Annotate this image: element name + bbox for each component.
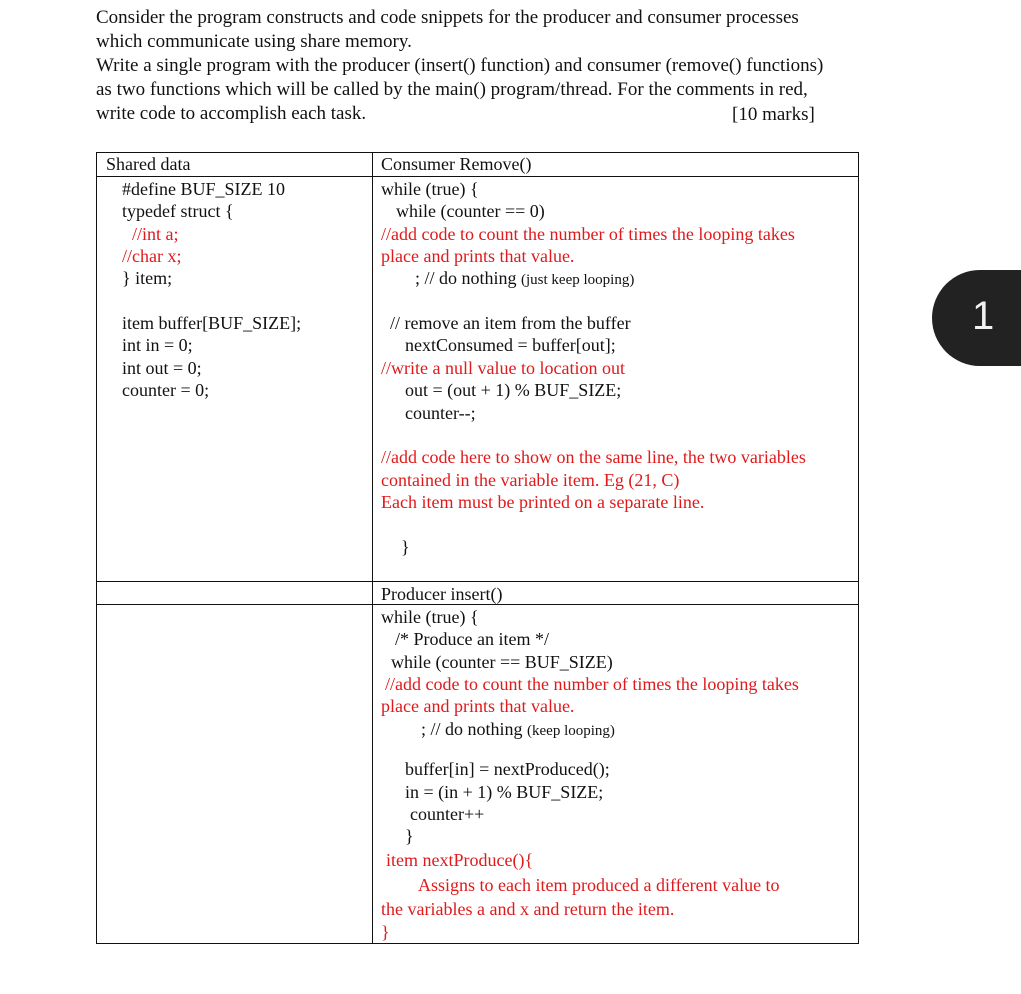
code-line: counter = 0; (122, 380, 210, 400)
code-line: // remove an item from the buffer (390, 313, 631, 333)
marks-label: [10 marks] (732, 104, 815, 125)
column-divider (372, 153, 373, 943)
page-number-badge[interactable] (932, 270, 1021, 366)
red-comment: //add code to count the number of times the looping takes (381, 224, 795, 244)
code-line: buffer[in] = nextProduced(); (405, 759, 610, 779)
red-comment: //write a null value to location out (381, 358, 625, 378)
code-line: while (true) { (381, 607, 479, 627)
red-comment: contained in the variable item. Eg (21, C) (381, 470, 680, 490)
red-comment: Assigns to each item produced a different value to (418, 875, 780, 895)
code-line: #define BUF_SIZE 10 (122, 179, 285, 199)
red-comment: //add code to count the number of times the looping takes (385, 674, 799, 694)
code-text: ; // do nothing (421, 719, 523, 739)
code-line: } item; (122, 268, 173, 288)
red-comment: the variables a and x and return the item. (381, 899, 675, 919)
header-divider (97, 176, 858, 177)
code-line: counter--; (405, 403, 476, 423)
red-comment: //add code here to show on the same line, the two variables (381, 447, 806, 467)
code-line: counter++ (410, 804, 485, 824)
code-line: } (401, 537, 410, 557)
code-line: typedef struct { (122, 201, 234, 221)
code-table (96, 152, 859, 944)
question-line: as two functions which will be called by the main() program/thread. For the comments in red, (96, 79, 808, 100)
red-comment: } (381, 922, 390, 942)
red-comment: //int a; (132, 224, 179, 244)
shared-data-header: Shared data (106, 154, 191, 174)
red-comment: place and prints that value. (381, 696, 575, 716)
question-line: Consider the program constructs and code snippets for the producer and consumer processes (96, 7, 799, 28)
code-note: (keep looping) (527, 723, 615, 739)
red-comment: Each item must be printed on a separate line. (381, 492, 705, 512)
code-line: nextConsumed = buffer[out]; (405, 335, 616, 355)
red-comment: item nextProduce(){ (386, 850, 534, 870)
code-line: while (true) { (381, 179, 479, 199)
question-line: Write a single program with the producer (insert() function) and consumer (remove() functions) (96, 55, 824, 76)
red-comment: //char x; (122, 246, 182, 266)
code-line: int out = 0; (122, 358, 202, 378)
code-line: } (405, 826, 414, 846)
question-line: which communicate using share memory. (96, 31, 412, 52)
code-line: out = (out + 1) % BUF_SIZE; (405, 380, 622, 400)
consumer-header: Consumer Remove() (381, 154, 532, 174)
page-number: 1 (972, 294, 995, 338)
code-line (415, 267, 634, 291)
section-divider (97, 581, 858, 582)
code-line (421, 718, 615, 742)
producer-header: Producer insert() (381, 584, 503, 604)
code-note: (just keep looping) (521, 272, 635, 288)
code-line: while (counter == BUF_SIZE) (391, 652, 613, 672)
red-comment: place and prints that value. (381, 246, 575, 266)
code-line: int in = 0; (122, 335, 193, 355)
code-line: /* Produce an item */ (395, 629, 549, 649)
code-line: item buffer[BUF_SIZE]; (122, 313, 302, 333)
question-line: write code to accomplish each task. (96, 103, 367, 124)
code-text: ; // do nothing (415, 268, 517, 288)
code-line: while (counter == 0) (396, 201, 545, 221)
code-line: in = (in + 1) % BUF_SIZE; (405, 782, 604, 802)
